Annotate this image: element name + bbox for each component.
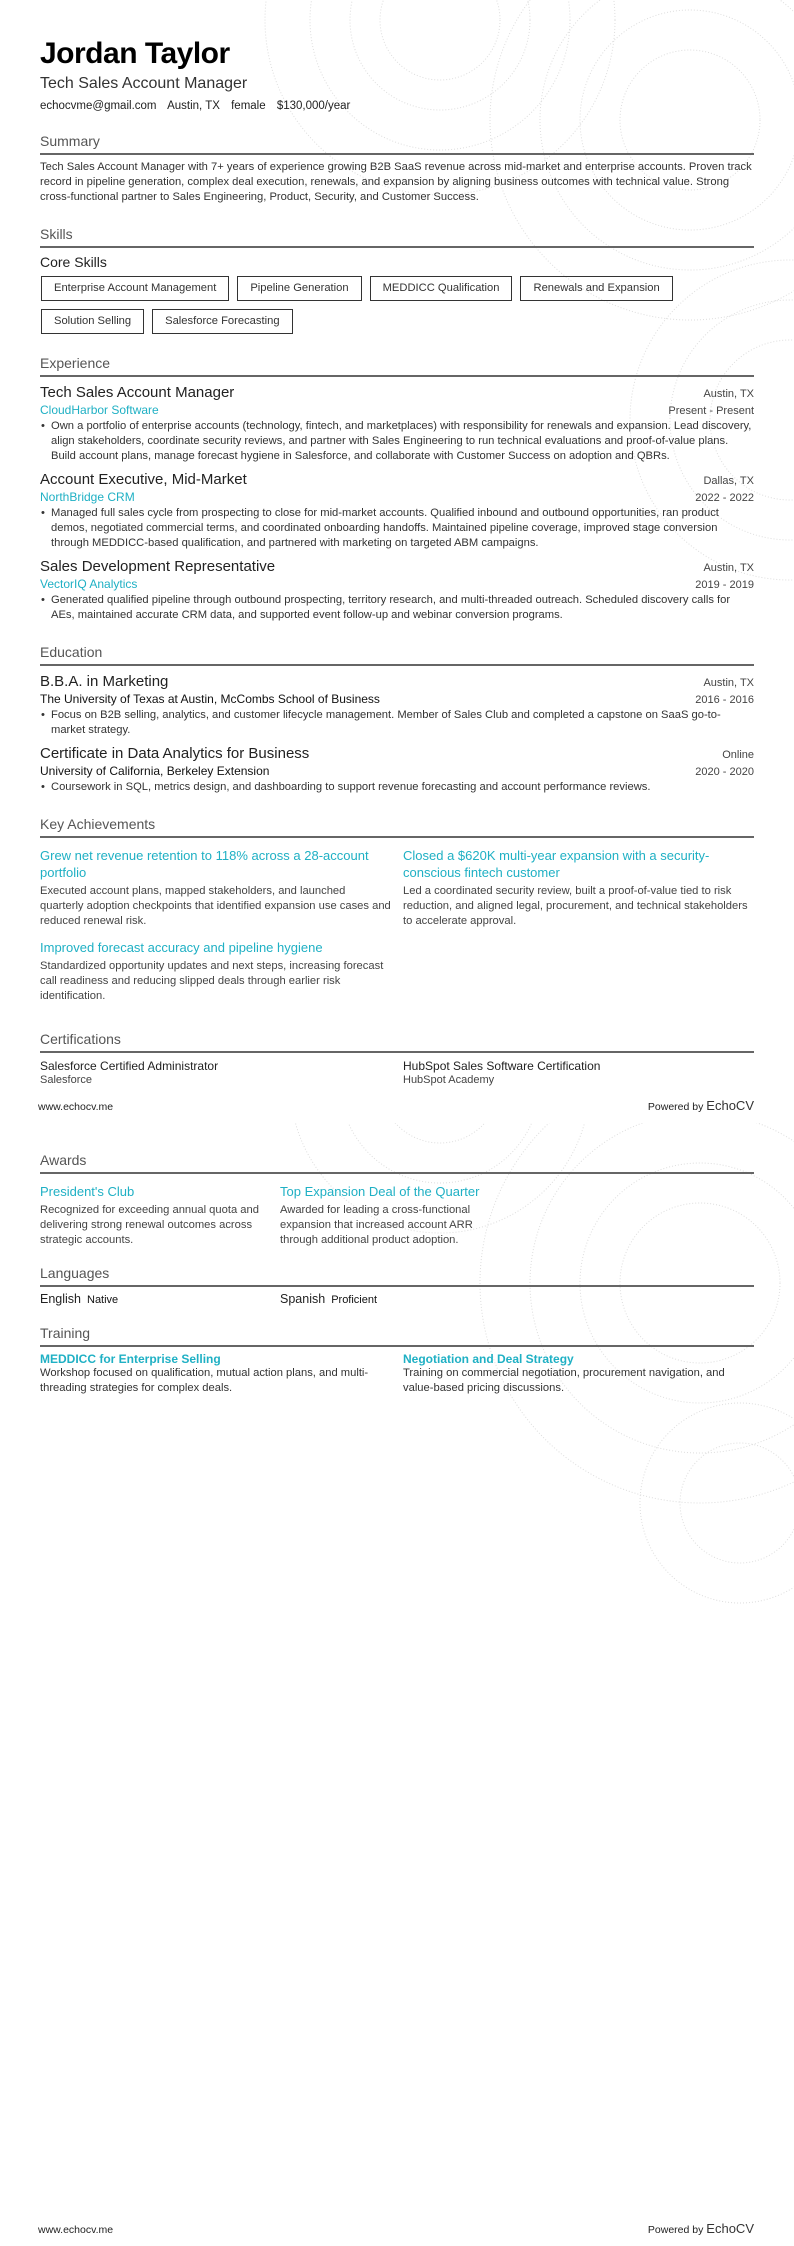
achievement-item bbox=[40, 935, 391, 1010]
skills-section bbox=[40, 225, 754, 334]
awards-section bbox=[40, 1151, 754, 1254]
location: Austin, TX bbox=[167, 100, 220, 112]
edu-dates: 2020 - 2020 bbox=[695, 766, 754, 778]
job-bullet: • Generated qualified pipeline through outbound prospecting, territory research, and multi-threaded outreach. Scheduled discovery calls for AEs, maintained accurate CRM data, and supported event follow-up and webinar conversion programs. bbox=[40, 593, 754, 623]
award-title: Top Expansion Deal of the Quarter bbox=[280, 1184, 480, 1199]
footer-url[interactable]: www.echocv.me bbox=[38, 1101, 114, 1113]
skill-chip: Enterprise Account Management bbox=[41, 276, 229, 301]
certification-item bbox=[403, 1058, 754, 1086]
job-dates: 2022 - 2022 bbox=[695, 492, 754, 504]
training-item bbox=[40, 1352, 391, 1396]
skill-chips bbox=[40, 276, 754, 334]
achievement-desc: Led a coordinated security review, built a proof-of-value tied to risk reduction, and aligned legal, procurement, and technical stakeholders to accelerate approval. bbox=[403, 885, 748, 927]
language-name: Spanish bbox=[280, 1292, 326, 1306]
skill-chip: Solution Selling bbox=[41, 309, 144, 334]
section-heading: Key Achievements bbox=[40, 815, 754, 838]
language-item bbox=[280, 1292, 520, 1306]
award-title: President's Club bbox=[40, 1184, 135, 1199]
achievement-title: Improved forecast accuracy and pipeline hygiene bbox=[40, 940, 323, 955]
achievement-item bbox=[403, 843, 754, 935]
education-entry bbox=[40, 672, 754, 738]
edu-dates: 2016 - 2016 bbox=[695, 694, 754, 706]
resume-page-2 bbox=[0, 1123, 794, 2246]
page-footer bbox=[38, 2221, 754, 2236]
summary-section bbox=[40, 132, 754, 205]
edu-bullet: • Coursework in SQL, metrics design, and dashboarding to support revenue forecasting and account performance reviews. bbox=[40, 780, 754, 795]
job-dates: Present - Present bbox=[668, 405, 754, 417]
experience-entry bbox=[40, 383, 754, 464]
language-item bbox=[40, 1292, 280, 1306]
job-dates: 2019 - 2019 bbox=[695, 579, 754, 591]
training-desc: Training on commercial negotiation, procurement navigation, and value-based pricing discussions. bbox=[403, 1367, 725, 1394]
company: NorthBridge CRM bbox=[40, 490, 135, 504]
school: The University of Texas at Austin, McCombs School of Business bbox=[40, 692, 380, 706]
powered-by-label: Powered by bbox=[647, 1101, 704, 1113]
achievement-title: Closed a $620K multi-year expansion with a security-conscious fintech customer bbox=[403, 848, 710, 880]
education-entry bbox=[40, 744, 754, 795]
skill-chip: MEDDICC Qualification bbox=[370, 276, 513, 301]
achievements-section bbox=[40, 815, 754, 1010]
training-title: Negotiation and Deal Strategy bbox=[403, 1352, 574, 1366]
powered-by bbox=[648, 1098, 754, 1113]
certification-item bbox=[40, 1058, 391, 1086]
degree: B.B.A. in Marketing bbox=[40, 673, 169, 690]
section-heading: Skills bbox=[40, 225, 754, 248]
languages-section bbox=[40, 1264, 754, 1306]
training-section bbox=[40, 1324, 754, 1396]
achievement-title: Grew net revenue retention to 118% across a 28-account portfolio bbox=[40, 848, 369, 880]
section-heading: Training bbox=[40, 1324, 754, 1347]
job-bullet: • Own a portfolio of enterprise accounts (technology, fintech, and marketplaces) with responsibility for renewals and expansion. Lead discovery, align stakeholders, coordinate security reviews, and partner with Sales Engineering to run technical evaluations and proof-of-value plans. Build account plans, manage forecast hygiene in Salesforce, and collaborate with Customer Success on adoption and QBRs. bbox=[40, 419, 754, 464]
company: CloudHarbor Software bbox=[40, 403, 159, 417]
summary-text: Tech Sales Account Manager with 7+ years of experience growing B2B SaaS revenue across mid-market and enterprise accounts. Proven track record in pipeline generation, complex deal execution, renewals, and expansion by aligning business outcomes with technical value. Strong cross-functional partner to Sales Engineering, Product, Security, and Customer Success. bbox=[40, 161, 752, 203]
job-location: Austin, TX bbox=[703, 388, 754, 400]
job-location: Dallas, TX bbox=[703, 475, 754, 487]
skill-chip: Renewals and Expansion bbox=[520, 276, 672, 301]
section-heading: Education bbox=[40, 643, 754, 666]
training-title: MEDDICC for Enterprise Selling bbox=[40, 1352, 221, 1366]
skill-chip: Pipeline Generation bbox=[237, 276, 361, 301]
language-level: Native bbox=[87, 1294, 119, 1306]
training-item bbox=[403, 1352, 754, 1396]
section-heading: Certifications bbox=[40, 1030, 754, 1053]
award-item bbox=[280, 1179, 520, 1254]
job-location: Austin, TX bbox=[703, 562, 754, 574]
degree: Certificate in Data Analytics for Business bbox=[40, 745, 310, 762]
cert-issuer: HubSpot Academy bbox=[403, 1074, 495, 1086]
job-title: Tech Sales Account Manager bbox=[40, 384, 235, 401]
education-section bbox=[40, 643, 754, 795]
edu-location: Austin, TX bbox=[703, 677, 754, 689]
skill-chip: Salesforce Forecasting bbox=[152, 309, 292, 334]
footer-url[interactable]: www.echocv.me bbox=[38, 2224, 114, 2236]
gender: female bbox=[231, 100, 266, 112]
candidate-title: Tech Sales Account Manager bbox=[40, 75, 248, 92]
contact-line bbox=[40, 100, 754, 112]
brand-logo[interactable]: EchoCV bbox=[706, 2221, 754, 2236]
powered-by bbox=[648, 2221, 754, 2236]
edu-bullet: • Focus on B2B selling, analytics, and customer lifecycle management. Member of Sales Club and completed a capstone on SaaS go-to-market strategy. bbox=[40, 708, 754, 738]
edu-location: Online bbox=[722, 749, 754, 761]
email[interactable]: echocvme@gmail.com bbox=[40, 100, 157, 112]
brand-logo[interactable]: EchoCV bbox=[706, 1098, 754, 1113]
candidate-name: Jordan Taylor bbox=[40, 37, 230, 70]
award-desc: Awarded for leading a cross-functional expansion that increased account ARR through additional product adoption. bbox=[280, 1204, 473, 1246]
section-heading: Experience bbox=[40, 354, 754, 377]
experience-section bbox=[40, 354, 754, 623]
award-item bbox=[40, 1179, 280, 1254]
powered-by-label: Powered by bbox=[647, 2224, 704, 2236]
training-desc: Workshop focused on qualification, mutual action plans, and multi-threading strategies for complex deals. bbox=[40, 1367, 369, 1394]
achievement-item bbox=[40, 843, 391, 935]
achievement-desc: Standardized opportunity updates and next steps, increasing forecast call readiness and reducing slipped deals through earlier risk identification. bbox=[40, 960, 384, 1002]
cert-name: HubSpot Sales Software Certification bbox=[403, 1059, 601, 1073]
section-heading: Languages bbox=[40, 1264, 754, 1287]
experience-entry bbox=[40, 557, 754, 623]
section-heading: Summary bbox=[40, 132, 754, 155]
award-desc: Recognized for exceeding annual quota and delivering strong renewal outcomes across strategic accounts. bbox=[40, 1204, 259, 1246]
school: University of California, Berkeley Extension bbox=[40, 764, 270, 778]
skill-group-title: Core Skills bbox=[40, 254, 107, 270]
achievement-desc: Executed account plans, mapped stakeholders, and launched quarterly adoption checkpoints that identified expansion use cases and reduced renewal risk. bbox=[40, 885, 391, 927]
job-title: Sales Development Representative bbox=[40, 558, 276, 575]
language-level: Proficient bbox=[331, 1294, 378, 1306]
company: VectorIQ Analytics bbox=[40, 577, 138, 591]
job-bullet: • Managed full sales cycle from prospecting to close for mid-market accounts. Qualified inbound and outbound opportunities, ran product demos, negotiated commercial terms, and coordinated onboarding handoffs. Maintained pipeline coverage, improved stage conversion through MEDDICC-based qualification, and partnered with marketing on targeted ABM campaigns. bbox=[40, 506, 754, 551]
section-heading: Awards bbox=[40, 1151, 754, 1174]
job-title: Account Executive, Mid-Market bbox=[40, 471, 247, 488]
cert-issuer: Salesforce bbox=[40, 1074, 92, 1086]
language-name: English bbox=[40, 1292, 81, 1306]
certifications-section bbox=[40, 1030, 754, 1086]
experience-entry bbox=[40, 470, 754, 551]
page-footer bbox=[38, 1098, 754, 1113]
cert-name: Salesforce Certified Administrator bbox=[40, 1059, 219, 1073]
salary: $130,000/year bbox=[276, 100, 351, 112]
